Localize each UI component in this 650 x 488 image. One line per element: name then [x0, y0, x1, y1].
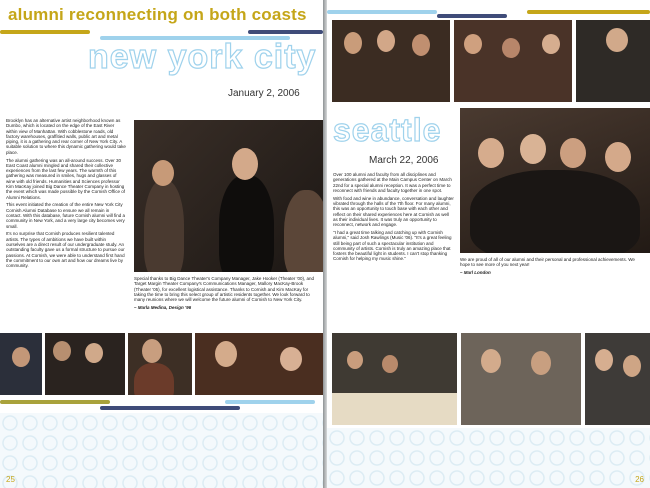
event-photo [195, 333, 323, 395]
paragraph: The alumni gathering was an all-around success. Over 30 East Coast alumni mingled and shared their collective experiences from the last few years. The warmth of this gathering was measured in smiles, hugs and glasses of wine with old friends. Humanities and Sciences professor Kim MacKay joined Big Dance Theater Company in hosting the event which was made possible by the Cornish Office of Alumni Relations. [6, 157, 125, 200]
accent-bar [437, 14, 507, 18]
person-head [142, 339, 162, 363]
left-page [0, 0, 323, 488]
thanks-text: Special thanks to Big Dance Theater's Company Manager, Jake Hooker (Theater '00), and Target Margin Theater Company's Communications Manager, Mallory MacKay-Brook (Theater '05), for excellent logistical assistance. Thanks to Cornish and Kim MacKay for taking the time to bring this select group of artistic residents together. We look forward to many reunions where we will welcome the future alumni of Cornish to New York City. [134, 276, 314, 303]
paragraph: With food and wine in abundance, conversation and laughter vibrated through the halls of the 7th floor. For many alumni, this was an opportunity to touch base with each other and reflect on their shared experiences here at Cornish as well as their individual lives. It was truly an opportunity to reconnect, network and engage. [333, 195, 454, 228]
thanks-note [134, 276, 320, 313]
paragraph: Brooklyn has an alternative artist neighborhood known as Dumbo, which is located on the edge of the East River within view of Manhattan. With cobblestone roads, old factory warehouses, graffitied walls, public art and metal piping, it is a gathering and rear corner of New York City. A suitable solution to where this dynamic gathering would take place. [6, 118, 126, 155]
person-head [280, 347, 302, 371]
person-head [215, 341, 237, 367]
person-figure [470, 170, 640, 253]
event-date: January 2, 2006 [228, 88, 300, 99]
person-head [520, 134, 546, 164]
event-date: March 22, 2006 [369, 155, 439, 166]
page-number: 25 [6, 475, 15, 484]
closing-text: We are proud of all of our alumni and their personal and professional achievements. We hope to see more of you next year! [460, 257, 635, 268]
person-figure [284, 190, 323, 272]
article-body [333, 172, 455, 332]
person-figure [219, 175, 274, 272]
person-head [502, 38, 520, 58]
footer-pattern [327, 428, 650, 488]
person-head [412, 34, 430, 56]
event-photo [45, 333, 125, 395]
person-head [606, 28, 628, 52]
right-page [327, 0, 650, 488]
person-head [623, 355, 641, 377]
event-photo [585, 333, 650, 425]
event-photo [454, 20, 572, 102]
accent-bar [327, 10, 437, 14]
person-head [53, 341, 71, 361]
article-body [6, 118, 126, 356]
paragraph: This event initiated the creation of the entire New York City Cornish Alumni Database to ensure we all remain in contact. With this database, future Cornish alumni will find a community in New York, and a very large city becomes very small. [6, 202, 126, 229]
person-head [347, 351, 363, 369]
person-head [464, 34, 482, 54]
event-photo [134, 120, 323, 272]
accent-bar [248, 30, 323, 34]
city-heading: seattle [333, 112, 442, 148]
person-head [344, 32, 362, 54]
person-head [531, 351, 551, 375]
event-photo [460, 108, 650, 253]
event-photo [332, 333, 457, 425]
accent-bar [0, 30, 90, 34]
accent-bar [0, 400, 110, 404]
person-head [152, 160, 174, 186]
person-head [560, 138, 586, 168]
table-surface [332, 393, 457, 425]
person-head [85, 343, 103, 363]
page-number: 26 [635, 475, 644, 484]
event-photo [461, 333, 581, 425]
event-photo [576, 20, 650, 102]
person-head [481, 349, 501, 373]
paragraph: "I had a great time talking and catching up with Cornish alumni," said Josh Rawlings (Music '06). "It's a great feeling still being part of such a spectacular institution and community of artists. Cornish is truly an amazing place that fosters the beautiful light in students. I can't stop thanking Cornish for helping my music shine." [333, 229, 452, 262]
event-photo [128, 333, 192, 395]
accent-bar [527, 10, 650, 14]
paragraph: Over 100 alumni and faculty from all disciplines and generations gathered at the Main Campus Center on March 22nd for a special alumni reception. It was a perfect time to reconnect with friends and faculty together in one spot. [333, 172, 452, 193]
footer-pattern [0, 413, 323, 488]
person-head [478, 138, 504, 168]
signature: – Marl London [460, 270, 491, 276]
person-head [12, 347, 30, 367]
person-head [382, 355, 398, 373]
event-photo [332, 20, 450, 102]
signature: – Marla Medina, Design '96 [134, 304, 192, 310]
person-head [605, 142, 631, 172]
paragraph: It's no surprise that Cornish produces resilient talented artists. The types of ambitions we have built within ourselves are a direct result of our undergraduate study. An outstanding faculty gave us a formal structure to pursue our passions. At Cornish, we were able to understand first hand the commitment to our own art and how our dreams live by community. [6, 231, 125, 269]
closing-note [460, 257, 646, 278]
banner [0, 0, 323, 30]
accent-bar [225, 400, 315, 404]
person-head [377, 30, 395, 52]
person-figure [144, 180, 184, 272]
accent-bar [100, 406, 240, 410]
city-heading: new york city [88, 38, 317, 76]
person-head [232, 148, 258, 180]
event-photo [0, 333, 42, 395]
person-figure [134, 363, 174, 395]
person-head [595, 349, 613, 371]
banner-title: alumni reconnecting on both coasts [8, 5, 307, 24]
person-head [542, 34, 560, 54]
